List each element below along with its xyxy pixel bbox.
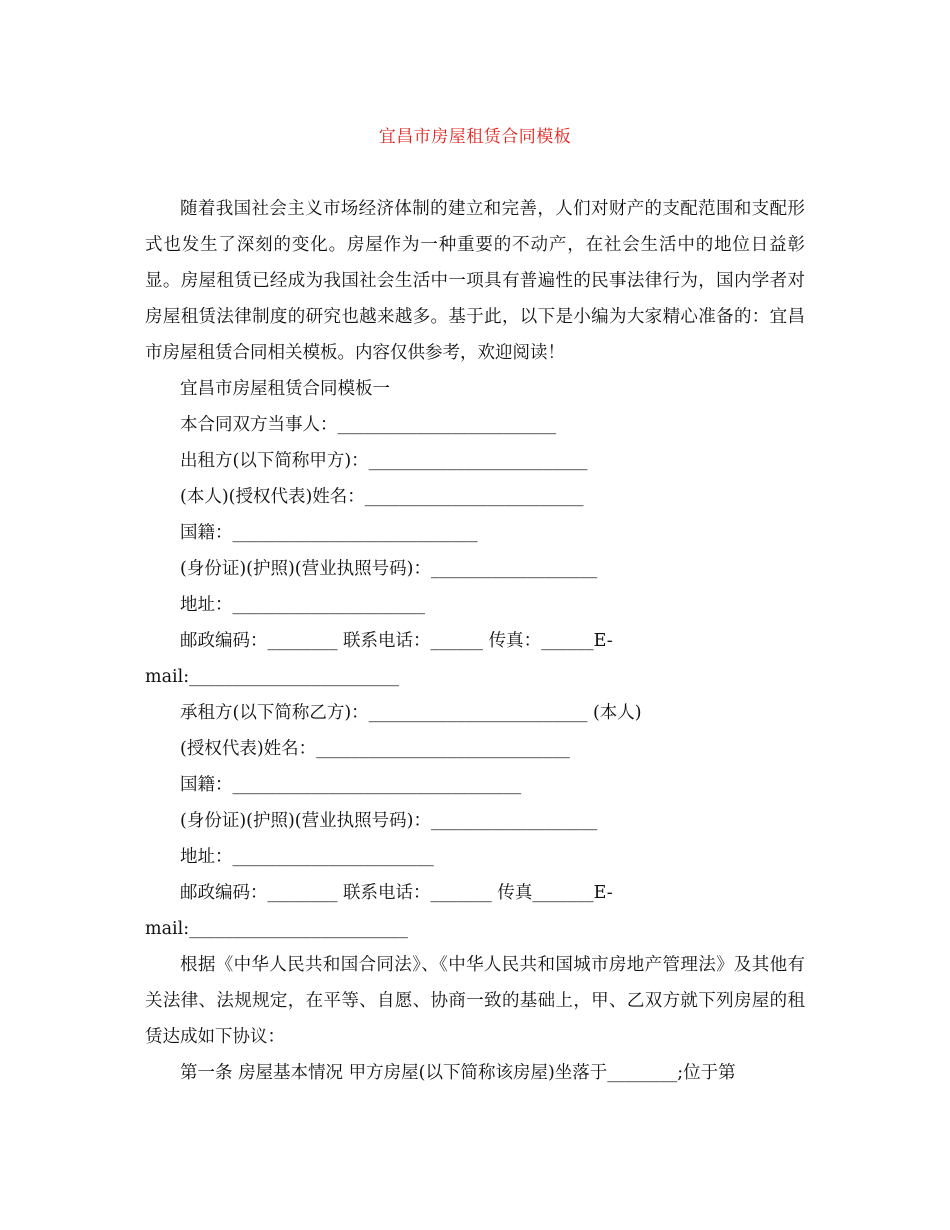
intro-paragraph: 随着我国社会主义市场经济体制的建立和完善，人们对财产的支配范围和支配形式也发生了深刻的变化。房屋作为一种重要的不动产，在社会生活中的地位日益彰显。房屋租赁已经成为我国社会生活中一项具有普遍性的民事法律行为，国内学者对房屋租赁法律制度的研究也越来越多。基于此，以下是小编为大家精心准备的：宜昌市房屋租赁合同相关模板。内容仅供参考，欢迎阅读！ [145, 199, 805, 363]
lessor-label-line: 出租方(以下简称甲方)：_________________________ [180, 451, 588, 471]
lessee-email-line: mail:_________________________ [145, 919, 408, 939]
lessee-address-line: 地址：_______________________ [180, 847, 434, 867]
lessor-address-line: 地址：______________________ [180, 595, 425, 615]
lessor-name-line: (本人)(授权代表)姓名：_________________________ [180, 487, 584, 507]
lessor-id-line: (身份证)(护照)(营业执照号码)：___________________ [180, 559, 598, 579]
template-heading: 宜昌市房屋租赁合同模板一 [180, 379, 390, 399]
basis-paragraph: 根据《中华人民共和国合同法》、《中华人民共和国城市房地产管理法》及其他有关法律、法规规定，在平等、自愿、协商一致的基础上，甲、乙双方就下列房屋的租赁达成如下协议： [145, 955, 805, 1047]
article-1-line: 第一条 房屋基本情况 甲方房屋(以下简称该房屋)坐落于________;位于第 [180, 1063, 736, 1083]
document-title: 宜昌市房屋租赁合同模板 [378, 127, 572, 147]
lessee-id-line: (身份证)(护照)(营业执照号码)：___________________ [180, 811, 598, 831]
lessor-contact-line: 邮政编码：________ 联系电话：______ 传真：______E- [180, 631, 613, 651]
lessor-nationality-line: 国籍：____________________________ [180, 523, 478, 543]
lessee-contact-line: 邮政编码：________ 联系电话：_______ 传真_______E- [180, 883, 613, 903]
document-body [145, 191, 805, 1091]
lessee-nationality-line: 国籍：_________________________________ [180, 775, 522, 795]
parties-intro-line: 本合同双方当事人：_________________________ [180, 415, 557, 435]
lessee-label-line: 承租方(以下简称乙方)：_________________________ (本人) [180, 703, 642, 723]
lessor-email-line: mail:________________________ [145, 667, 400, 687]
lessee-name-line: (授权代表)姓名：_____________________________ [180, 739, 570, 759]
